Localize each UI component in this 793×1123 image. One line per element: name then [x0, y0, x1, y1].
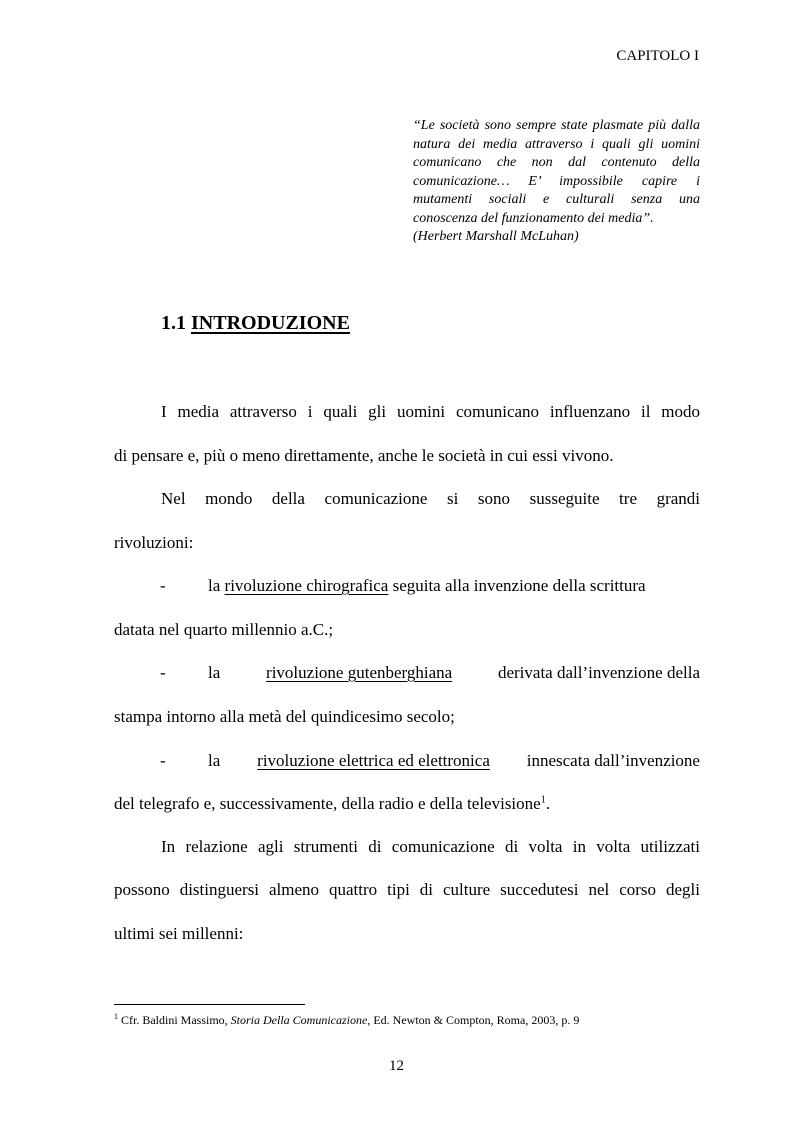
paragraph-line: stampa intorno alla metà del quindicesimo secolo; — [114, 707, 455, 726]
list-item-line — [208, 576, 700, 596]
list-item-line — [208, 663, 700, 683]
paragraph-line: di pensare e, più o meno direttamente, anche le società in cui essi vivono. — [114, 446, 614, 465]
paragraph-line: possono distinguersi almeno quattro tipi di culture succedutesi nel corso degli — [114, 880, 700, 899]
list-item-term: rivoluzione elettrica ed elettronica — [257, 751, 490, 770]
list-item-line — [208, 751, 700, 771]
paragraph-text: del telegrafo e, successivamente, della radio e della televisione — [114, 794, 541, 813]
section-heading — [161, 312, 350, 335]
list-item-term: rivoluzione chirografica — [224, 576, 389, 595]
footnote-mark: 1 — [114, 1012, 118, 1021]
paragraph-line: rivoluzioni: — [114, 533, 194, 552]
paragraph-line: Nel mondo della comunicazione si sono susseguite tre grandi — [161, 489, 700, 508]
paragraph-line: ultimi sei millenni: — [114, 924, 244, 943]
epigraph — [413, 117, 700, 247]
bullet-dash: - — [160, 751, 166, 770]
list-item-prefix: la — [208, 663, 221, 682]
epigraph-author: (Herbert Marshall McLuhan) — [413, 229, 579, 244]
section-title: INTRODUZIONE — [191, 312, 350, 334]
bullet-dash: - — [160, 576, 166, 595]
list-item-term: rivoluzione gutenberghiana — [266, 663, 453, 682]
footnote-divider — [114, 1004, 305, 1005]
list-item-rest: derivata dall’invenzione della — [497, 663, 700, 682]
paragraph-line — [114, 794, 700, 814]
list-item-rest: innescata dall’invenzione — [526, 751, 700, 770]
bullet-dash: - — [160, 663, 166, 682]
paragraph-line: datata nel quarto millennio a.C.; — [114, 620, 334, 639]
list-item-prefix: la — [208, 576, 225, 595]
footnote-reference[interactable]: 1 — [540, 794, 546, 806]
footnote-book-title: Storia Della Comunicazione — [230, 1013, 368, 1027]
footnote-text: Cfr. Baldini Massimo, — [118, 1013, 231, 1027]
footnote-text: , Ed. Newton & Compton, Roma, 2003, p. 9 — [367, 1013, 580, 1027]
paragraph-line: In relazione agli strumenti di comunicazione di volta in volta utilizzati — [161, 837, 700, 856]
list-item-rest: seguita alla invenzione della scrittura — [388, 576, 646, 595]
running-header: CAPITOLO I — [616, 48, 699, 64]
footnote — [114, 1013, 579, 1028]
section-number: 1.1 — [161, 312, 186, 334]
page-number: 12 — [389, 1058, 404, 1074]
paragraph-text: . — [545, 794, 550, 813]
list-item-prefix: la — [208, 751, 221, 770]
epigraph-quote: “Le società sono sempre state plasmate più dalla natura dei media attraverso i quali gli uomini comunicano che non dal contenuto della comunicazione… E’ impossibile capire i mutamenti sociali e culturali senza una conoscenza del funzionamento dei media”. — [413, 118, 700, 226]
paragraph-line: I media attraverso i quali gli uomini comunicano influenzano il modo — [161, 402, 700, 421]
